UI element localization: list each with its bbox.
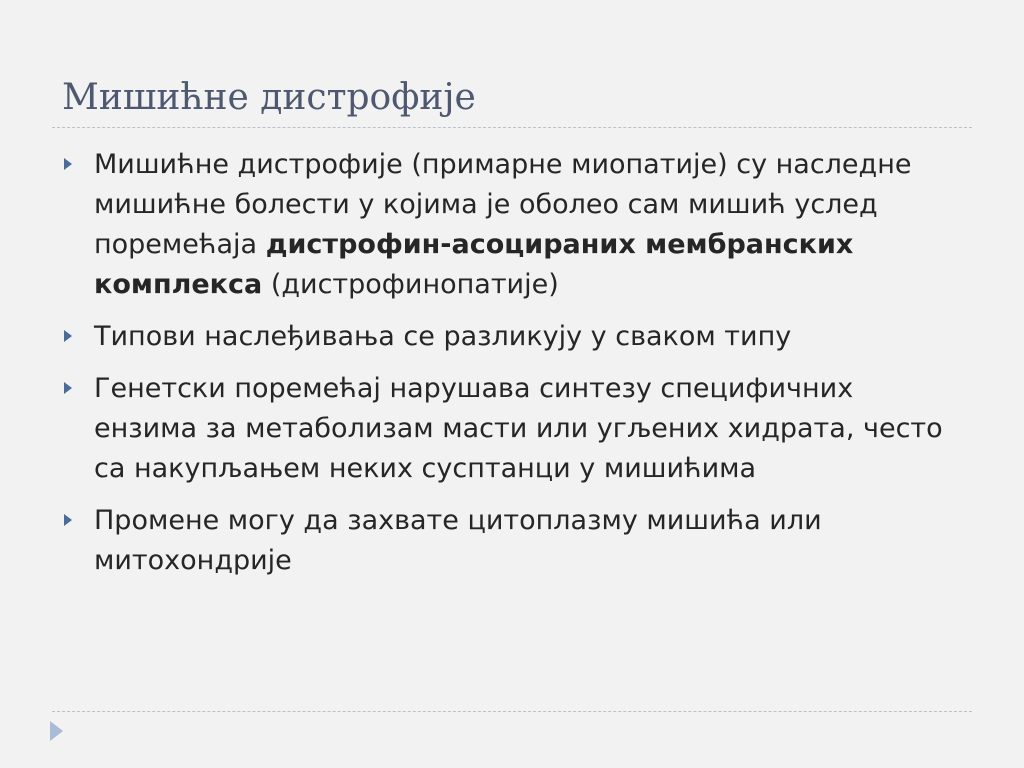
triangle-right-icon bbox=[64, 514, 72, 526]
triangle-right-icon bbox=[64, 158, 72, 170]
footer-divider bbox=[52, 711, 972, 712]
bullet-list bbox=[62, 145, 962, 593]
bullet-2-text: Типови наслеђивања се разликују у сваком типу bbox=[94, 321, 792, 352]
bullet-1-bold-text: дистрофин-асоцираних мембранских комплекса bbox=[94, 229, 854, 300]
bullet-item-1 bbox=[62, 145, 962, 305]
bullet-1-text-end: (дистрофинопатије) bbox=[262, 269, 559, 300]
slide-title: Мишићне дистрофије bbox=[62, 77, 476, 118]
bullet-item-3 bbox=[62, 369, 962, 489]
bullet-item-4 bbox=[62, 501, 962, 581]
bullet-4-text: Промене могу да захвате цитоплазму мишића или митохондрије bbox=[94, 505, 822, 576]
next-slide-arrow-icon[interactable] bbox=[50, 721, 63, 741]
triangle-right-icon bbox=[64, 330, 72, 342]
title-divider bbox=[52, 127, 972, 128]
bullet-item-2 bbox=[62, 317, 962, 357]
bullet-3-text: Генетски поремећај нарушава синтезу специфичних ензима за метаболизам масти или угљених хидрата, често са накупљањем неких сусптанци у мишићима bbox=[94, 373, 943, 484]
bullet-1-text: Мишићне дистрофије (примарне миопатије) су наследне мишићне болести у којима је оболео сам мишић услед поремећаја bbox=[94, 149, 912, 260]
triangle-right-icon bbox=[64, 382, 72, 394]
